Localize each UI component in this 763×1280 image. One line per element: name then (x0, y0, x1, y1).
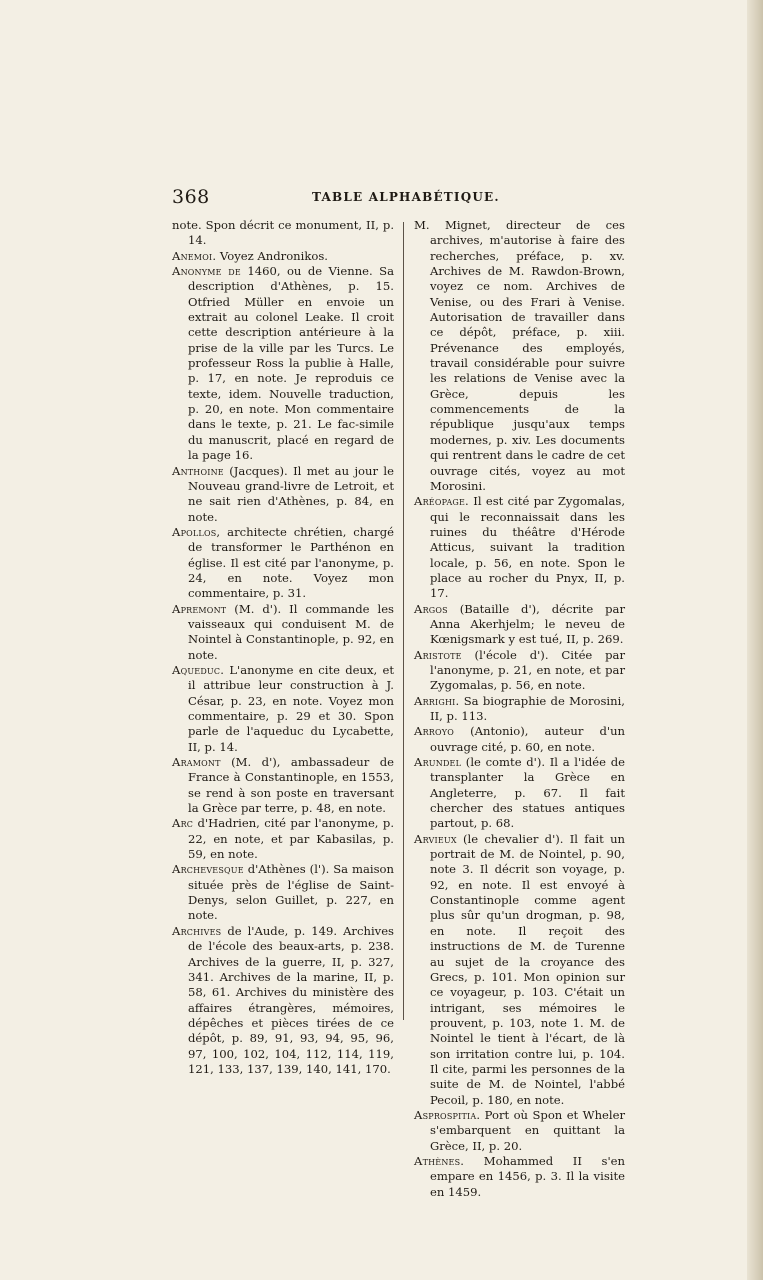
entry-headword: Aramont (172, 755, 221, 770)
entry-headword: Archives (172, 923, 222, 938)
index-entry (172, 249, 394, 264)
entry-text: (Antonio), auteur d'un ouvrage cité, p. 60, en note. (430, 724, 626, 754)
entry-headword: Anthoine (172, 463, 224, 478)
index-column-left (172, 218, 395, 1076)
index-entry (172, 464, 394, 525)
index-entry (414, 1154, 625, 1200)
entry-headword: Apremont (172, 601, 227, 616)
entry-text: (le comte d'). Il a l'idée de transplanter la Grèce en Angleterre, p. 67. Il fait chercher des statues antiques partout, p. 68. (430, 755, 625, 831)
entry-text: note. Spon décrit ce monument, II, p. 14. (172, 218, 394, 248)
entry-headword: Arrighi. (414, 693, 460, 708)
entry-text: Mohammed II s'en empare en 1456, p. 3. Il la visite en 1459. (430, 1153, 625, 1199)
entry-text: M. Mignet, directeur de ces archives, m'autorise à faire des recherches, préface, p. xv. Archives de M. Rawdon-Brown, voyez ce nom. Archives de Venise, ou des Frari à Venise. Autorisation de travailler dans ce dépôt, préface, p. xiii. Prévenance des employés, travail considérable pour suivre les relations de Venise avec la Grèce, depuis les commencements de la république jusqu'aux temps modernes, p. xiv. Les documents qui rentrent dans le cadre de cet ouvrage cités, voyez au mot Morosini. (414, 218, 625, 493)
entry-text: (Bataille d'), décrite par Anna Akerhjelm; le neveu de Kœnigsmark y est tué, II, p. 269. (430, 601, 625, 647)
entry-text: (l'école d'). Citée par l'anonyme, p. 21, en note, et par Zygomalas, p. 56, en note. (430, 647, 625, 693)
index-entry (414, 602, 625, 648)
entry-text: L'anonyme en cite deux, et il attribue leur construction à J. César, p. 23, en note. Voyez mon commentaire, p. 29 et 30. Spon parle de l'aqueduc du Lycabette, II, p. 14. (188, 662, 395, 754)
entry-text: 1460, ou de Vienne. Sa description d'Athènes, p. 15. Otfried Müller en envoie un extrait au colonel Leake. Il croit cette description antérieure à la prise de la ville par les Turcs. Le professeur Ross la publie à Halle, p. 17, en note. Je reproduis ce texte, idem. Nouvelle traduction, p. 20, en note. Mon commentaire dans le texte, p. 21. Le fac-simile du manuscrit, placé en regard de la page 16. (188, 264, 395, 463)
entry-headword: Aqueduc. (172, 662, 225, 677)
index-entry (172, 264, 394, 463)
index-entry (172, 525, 394, 602)
entry-text: de l'Aude, p. 149. Archives de l'école des beaux-arts, p. 238. Archives de la guerre, II, p. 327, 341. Archives de la marine, II, p. 58, 61. Archives du ministère des affaires étrangères, mémoires, dépêches et pièces tirées de ce dépôt, p. 89, 91, 93, 94, 95, 96, 97, 100, 102, 104, 112, 114, 119, 121, 133, 137, 139, 140, 141, 170. (188, 923, 395, 1076)
page-number: 368 (172, 186, 210, 208)
index-entry (172, 862, 394, 923)
entry-headword: Anonyme de (172, 264, 241, 279)
index-entry (414, 494, 625, 601)
column-divider (403, 222, 404, 1020)
entry-headword: Archevesque (172, 862, 244, 877)
entry-text: architecte chrétien, chargé de transformer le Parthénon en église. Il est cité par l'anonyme, p. 24, en note. Voyez mon commentaire, p. 31. (188, 524, 395, 601)
entry-text: Port où Spon et Wheler s'embarquent en quittant la Grèce, II, p. 20. (430, 1107, 626, 1153)
page-gutter-shadow (747, 0, 763, 1280)
running-title: TABLE ALPHABÉTIQUE. (312, 190, 500, 204)
entry-text: (Jacques). Il met au jour le Nouveau grand-livre de Letroit, et ne sait rien d'Athènes, p. 84, en note. (188, 463, 394, 524)
entry-headword: Arc (172, 816, 194, 831)
entry-headword: Arroyo (414, 724, 455, 739)
index-entry (172, 663, 394, 755)
entry-headword: Arvieux (414, 831, 457, 846)
entry-text: d'Hadrien, cité par l'anonyme, p. 22, en note, et par Kabasilas, p. 59, en note. (188, 816, 395, 862)
entry-text: Voyez Andronikos. (219, 248, 328, 263)
index-entry (414, 832, 625, 1108)
index-column-right (414, 218, 626, 1199)
index-entry (172, 755, 394, 816)
index-entry (414, 1108, 625, 1154)
entry-headword: Aréopage. (414, 494, 469, 509)
entry-text: Il est cité par Zygomalas, qui le reconnaissait dans les ruines du théâtre d'Hérode Atticus, suivant la tradition locale, p. 56, en note. Spon le place au rocher du Pnyx, II, p. 17. (430, 494, 626, 601)
entry-text: (M. d'), ambassadeur de France à Constantinople, en 1553, se rend à son poste en traversant la Grèce par terre, p. 48, en note. (188, 755, 394, 816)
entry-headword: Arundel (414, 755, 462, 770)
index-entry (414, 218, 625, 494)
index-entry (414, 755, 625, 832)
index-entry (172, 602, 394, 663)
entry-headword: Apollos, (172, 524, 221, 539)
index-entry (414, 724, 625, 755)
entry-headword: Argos (414, 601, 448, 616)
entry-headword: Aristote (414, 647, 462, 662)
entry-headword: Asprospitia. (414, 1107, 481, 1122)
index-entry (172, 924, 394, 1077)
index-entry (172, 218, 394, 249)
entry-headword: Athènes. (414, 1153, 465, 1168)
entry-headword: Anemoi. (172, 248, 217, 263)
page-header (172, 186, 610, 208)
index-entry (414, 648, 625, 694)
index-entry (172, 816, 394, 862)
entry-text: d'Athènes (l'). Sa maison située près de l'église de Saint-Denys, selon Guillet, p. 227, en note. (188, 862, 394, 923)
entry-text: (le chevalier d'). Il fait un portrait de M. de Nointel, p. 90, note 3. Il décrit son voyage, p. 92, en note. Il est envoyé à Constantinople comme agent plus sûr qu'un drogman, p. 98, en note. Il reçoit des instructions de M. de Turenne au sujet de la croyance des Grecs, p. 101. Mon opinion sur ce voyageur, p. 103. C'était un intrigant, ses mémoires le prouvent, p. 103, note 1. M. de Nointel le tient à l'écart, de là son irritation contre lui, p. 104. Il cite, parmi les personnes de la suite de M. de Nointel, l'abbé Pecoil, p. 180, en note. (430, 831, 626, 1107)
entry-text: (M. d'). Il commande les vaisseaux qui conduisent M. de Nointel à Constantinople, p. 92, en note. (188, 601, 395, 662)
index-entry (414, 694, 625, 725)
entry-text: Sa biographie de Morosini, II, p. 113. (430, 693, 625, 723)
